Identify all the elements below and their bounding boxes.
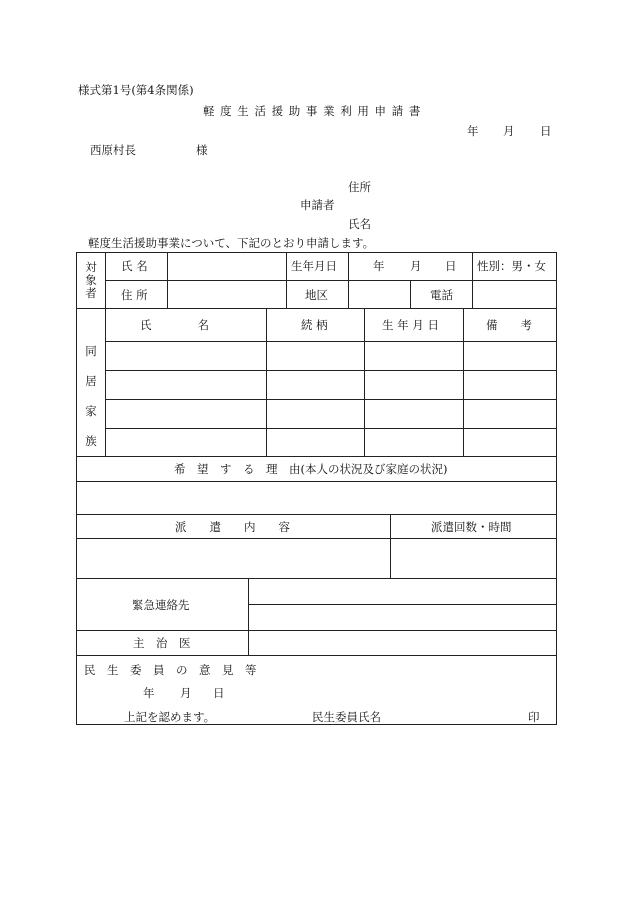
dispatch-times-header: 派遣回数・時間 (431, 520, 512, 534)
applicant-address-label: 住所 (348, 180, 371, 194)
family-side-label: 同居家族 (85, 344, 97, 448)
addressee: 西原村長 (90, 143, 136, 157)
birth-year: 年 (373, 259, 385, 273)
doctor-label: 主 治 医 (133, 636, 191, 650)
commissioner-name-label: 民生委員氏名 (312, 710, 381, 724)
target-side-label: 対象者 (85, 260, 97, 300)
approve-text: 上記を認めます。 (124, 710, 216, 724)
intro-text: 軽度生活援助事業について、下記のとおり申請します。 (88, 236, 375, 250)
form-title: 軽 度 生 活 援 助 事 業 利 用 申 請 書 (203, 104, 422, 118)
opinion-day: 日 (213, 686, 225, 700)
hope-reason-header: 希 望 す る 理 由(本人の状況及び家庭の状況) (174, 462, 448, 476)
seal-label: 印 (528, 710, 540, 724)
family-col-notes: 備 考 (486, 318, 532, 332)
emergency-contact-label: 緊急連絡先 (132, 598, 190, 612)
birth-label: 生年月日 (291, 259, 337, 273)
family-col-name: 氏 名 (140, 318, 209, 332)
birth-day: 日 (445, 259, 457, 273)
commissioner-opinion-label: 民 生 委 員 の 意 見 等 (84, 663, 257, 677)
opinion-month: 月 (180, 686, 192, 700)
date-year: 年 (467, 124, 479, 138)
phone-label: 電話 (430, 288, 453, 302)
applicant-label: 申請者 (300, 198, 335, 212)
dispatch-content-header: 派 遣 内 容 (175, 520, 290, 534)
family-col-relation: 続 柄 (301, 318, 328, 332)
target-name-label: 氏 名 (121, 259, 148, 273)
honorific: 様 (196, 143, 208, 157)
date-day: 日 (540, 124, 552, 138)
applicant-name-label: 氏名 (348, 217, 371, 231)
form-number: 様式第1号(第4条関係) (78, 83, 194, 97)
district-label: 地区 (305, 288, 328, 302)
birth-month: 月 (410, 259, 422, 273)
opinion-year: 年 (143, 686, 155, 700)
family-col-birthdate: 生 年 月 日 (382, 318, 439, 332)
sex-label: 性別：男・女 (477, 259, 546, 273)
target-address-label: 住 所 (121, 288, 148, 302)
date-month: 月 (503, 124, 515, 138)
